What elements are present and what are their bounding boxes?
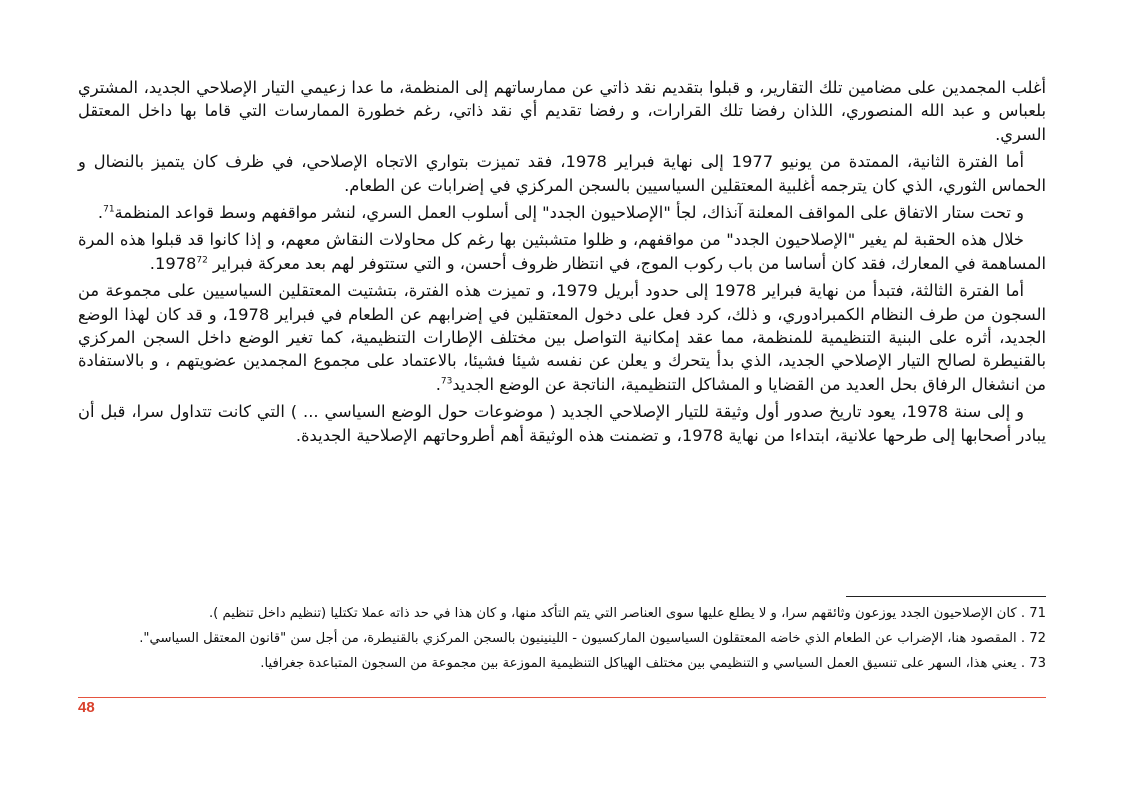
paragraph-3-text: و تحت ستار الاتفاق على المواقف المعلنة آنذاك، لجأ "الإصلاحيون الجدد" إلى أسلوب العمل السري، لنشر مواقفهم وسط قواعد المنظمة: [114, 203, 1024, 223]
paragraph-2: [78, 150, 1046, 197]
footnotes-section: [120, 601, 1046, 676]
footnote-71: 71 . كان الإصلاحيون الجدد يوزعون وثائقهم سرا، و لا يطلع عليها سوى العناصر التي يتم التأكد منها، و كان هذا في حد ذاته عملا تكتليا (تنظيم داخل تنظيم ).: [208, 606, 1046, 621]
paragraph-5-text: أما الفترة الثالثة، فتبدأ من نهاية فبراير 1978 إلى حدود أبريل 1979، و تميزت هذه الفترة، بتشتيت المعتقلين السياسيين على مجموعة من السجون من طرف النظام الكمبرادوري، و ذلك، كرد فعل على دخول المعتقلين في إضرابهم عن الطعام في فبراير 1978، و قد كان لهذا الوضع الجديد، أثره على البنية التنظيمية للمنظمة، مما عقد إمكانية التواصل بين مختلف الإطارات التنظيمية، كما تغير الوضع داخل السجن المركزي بالقنيطرة لصالح التيار الإصلاحي الجديد، الذي بدأ يتحرك و يعلن عن نفسه شيئا فشيئا، بالاعتماد على مجموع المجمدين عضويتهم ، و بالاستفادة من انشغال الرفاق بحل العديد من القضايا و المشاكل التنظيمية، الناتجة عن الوضع الجديد: [78, 281, 1046, 394]
paragraph-4: خلال هذه الحقبة لم يغير "الإصلاحيون الجدد" من مواقفهم، و ظلوا متشبثين بها رغم كل محاولات النقاش معهم، و إذا كانوا قد قبلوا هذه المرة المساهمة في المعارك، فقد كان أساسا من باب ركوب الموج، في انتظار ظروف أحسن، و التي ستتوفر لهم بعد معركة فبراير 1978$^{72}$.: [78, 230, 1046, 273]
footnote-ref-72[interactable]: 72: [196, 255, 208, 266]
footer-divider: [78, 697, 1046, 698]
main-body-text: [78, 76, 1046, 451]
paragraph-1-text: أغلب المجمدين على مضامين تلك التقارير، و قبلوا بتقديم نقد ذاتي عن ممارساتهم إلى المنظمة، ما عدا زعيمي التيار الإصلاحي الجديد، المشتري بلعباس و عبد الله المنصوري، اللذان رفضا تلك القرارات، و رفضا تقديم أي نقد ذاتي، رغم خطورة الممارسات التي قاما بها داخل المعتقل السري.: [78, 78, 1046, 144]
paragraph-3: و تحت ستار الاتفاق على المواقف المعلنة آنذاك، لجأ "الإصلاحيون الجدد" إلى أسلوب العمل السري، لنشر مواقفهم وسط قواعد المنظمة$^{71}$.: [97, 203, 1024, 223]
page-number: 48: [78, 699, 95, 716]
paragraph-2-text: أما الفترة الثانية، الممتدة من يونيو 1977 إلى نهاية فبراير 1978، فقد تميزت بتواري الاتجاه الإصلاحي، في ظرف كان يتميز بالنضال و الحماس الثوري، الذي كان يترجمه أغلبية المعتقلين السياسيين بالسجن المركزي في إضرابات عن الطعام.: [78, 152, 1046, 195]
paragraph-6-text: و إلى سنة 1978، يعود تاريخ صدور أول وثيقة للتيار الإصلاحي الجديد ( موضوعات حول الوضع السياسي ... ) التي كانت تتداول سرا، قبل أن يبادر أصحابها إلى طرحها علانية، ابتداءا من نهاية 1978، و تضمنت هذه الوثيقة أهم أطروحاتهم الإصلاحية الجديدة.: [78, 402, 1046, 445]
paragraph-4-text: خلال هذه الحقبة لم يغير "الإصلاحيون الجدد" من مواقفهم، و ظلوا متشبثين بها رغم كل محاولات النقاش معهم، و إذا كانوا قد قبلوا هذه المرة المساهمة في المعارك، فقد كان أساسا من باب ركوب الموج، في انتظار ظروف أحسن، و التي ستتوفر لهم بعد معركة فبراير 1978: [78, 230, 1046, 273]
footnote-ref-73[interactable]: 73: [440, 376, 453, 387]
paragraph-6: [78, 400, 1046, 447]
footnote-separator: [846, 596, 1046, 597]
footnote-73: 73 . يعني هذا، السهر على تنسيق العمل السياسي و التنظيمي بين مختلف الهياكل التنظيمية الموزعة بين مجموعة من السجون المتباعدة جغرافيا.: [260, 656, 1046, 671]
footnote-ref-71[interactable]: 71: [103, 204, 115, 215]
footnote-72: 72 . المقصود هنا، الإضراب عن الطعام الذي خاضه المعتقلون السياسيون الماركسيون - اللينينيون بالسجن المركزي بالقنيطرة، من أجل سن "قانون المعتقل السياسي".: [139, 631, 1046, 646]
paragraph-5: أما الفترة الثالثة، فتبدأ من نهاية فبراير 1978 إلى حدود أبريل 1979، و تميزت هذه الفترة، بتشتيت المعتقلين السياسيين على مجموعة من السجون من طرف النظام الكمبرادوري، و ذلك، كرد فعل على دخول المعتقلين في إضرابهم عن الطعام في فبراير 1978، و قد كان لهذا الوضع الجديد، أثره على البنية التنظيمية للمنظمة، مما عقد إمكانية التواصل بين مختلف الإطارات التنظيمية، كما تغير الوضع داخل السجن المركزي بالقنيطرة لصالح التيار الإصلاحي الجديد، الذي بدأ يتحرك و يعلن عن نفسه شيئا فشيئا، بالاعتماد على مجموع المجمدين عضويتهم ، و بالاستفادة من انشغال الرفاق بحل العديد من القضايا و المشاكل التنظيمية، الناتجة عن الوضع الجديد$^{73}$.: [78, 281, 1046, 394]
paragraph-1: [78, 76, 1046, 146]
